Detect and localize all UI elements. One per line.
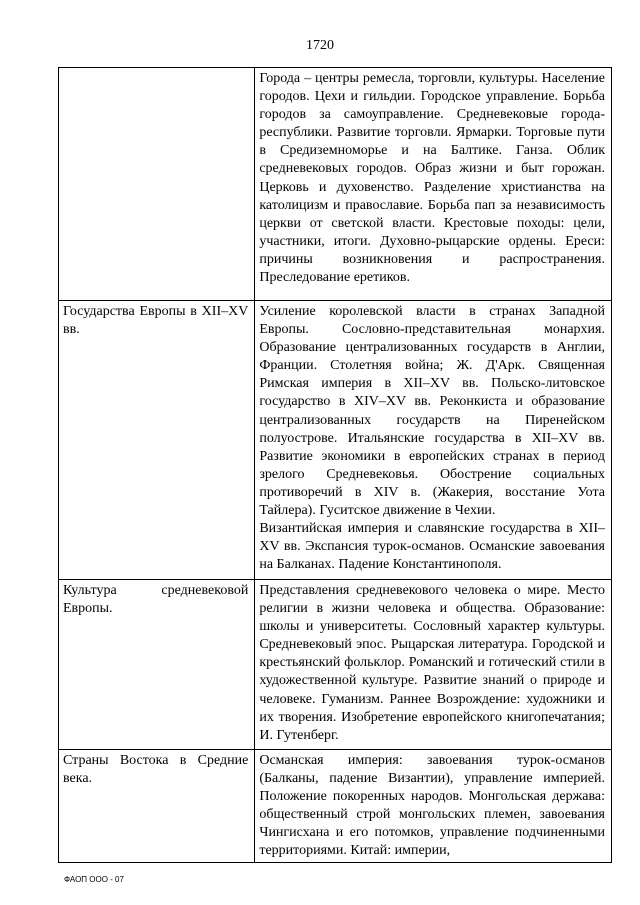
topic-cell: [59, 580, 255, 750]
content-paragraph: Византийская империя и славянские государства в XII–XV вв. Экспансия турок-османов. Османские завоевания на Балканах. Падение Константинополя.: [259, 521, 605, 573]
page-number: 1720: [306, 38, 334, 53]
topic-cell: [59, 68, 255, 301]
topic-text: Культура средневековой Европы.: [63, 583, 249, 617]
table-row: [59, 301, 612, 580]
curriculum-table: [58, 67, 612, 863]
content-cell: [255, 68, 612, 301]
table-row: [59, 580, 612, 750]
content-cell: [255, 750, 612, 863]
content-paragraph: Усиление королевской власти в странах Западной Европы. Сословно-представительная монархия. Образование централизованных государств в Англии, Франции. Столетняя война; Ж. Д'Арк. Священная Римская империя в XII–XV вв. Польско-литовское государство в XIV–XV вв. Реконкиста и образование централизованных государств на Пиренейском полуострове. Итальянские государства в XII–XV вв. Развитие экономики в европейских странах в период зрелого Средневековья. Обострение социальных противоречий в XIV в. (Жакерия, восстание Уота Тайлера). Гуситское движение в Чехии.: [259, 304, 605, 519]
content-cell: [255, 580, 612, 750]
topic-text: Государства Европы в XII–XV вв.: [63, 304, 249, 338]
topic-cell: [59, 301, 255, 580]
content-cell: [255, 301, 612, 580]
table-row: [59, 750, 612, 863]
footer-document-code: ФАОП ООО - 07: [64, 875, 124, 884]
content-paragraph: Османская империя: завоевания турок-османов (Балканы, падение Византии), управление империей. Положение покоренных народов. Монгольская держава: общественный строй монгольских племен, завоевания Чингисхана и его потомков, управление подчиненными территориями. Китай: империи,: [259, 753, 605, 859]
topic-cell: [59, 750, 255, 863]
topic-text: Страны Востока в Средние века.: [63, 753, 249, 787]
table-row: [59, 68, 612, 301]
content-paragraph: Представления средневекового человека о мире. Место религии в жизни человека и общества. Образование: школы и университеты. Сословный характер культуры. Средневековый эпос. Рыцарская литература. Городской и крестьянский фольклор. Романский и готический стили в художественной культуре. Развитие знаний о природе и человеке. Гуманизм. Раннее Возрождение: художники и их творения. Изобретение европейского книгопечатания; И. Гутенберг.: [259, 583, 605, 743]
content-paragraph: Города – центры ремесла, торговли, культуры. Население городов. Цехи и гильдии. Городское управление. Борьба городов за самоуправление. Средневековые города-республики. Развитие торговли. Ярмарки. Торговые пути в Средиземноморье и на Балтике. Ганза. Облик средневековых городов. Образ жизни и быт горожан. Церковь и духовенство. Разделение христианства на католицизм и православие. Борьба пап за независимость церкви от светской власти. Крестовые походы: цели, участники, итоги. Духовно-рыцарские ордены. Ереси: причины возникновения и распространения. Преследование еретиков.: [259, 71, 605, 286]
